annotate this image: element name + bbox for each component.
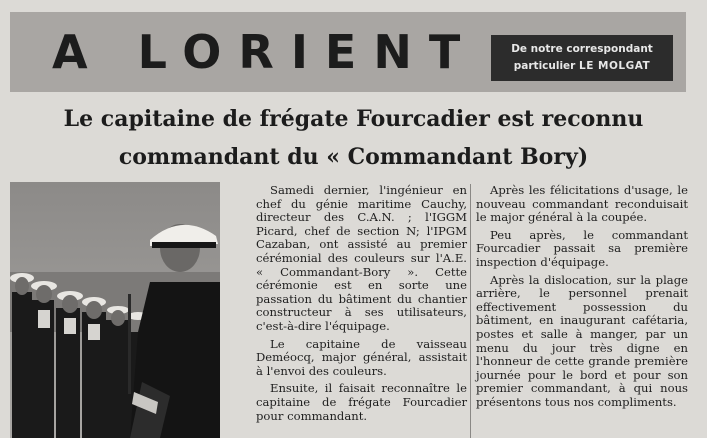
paragraph: Samedi dernier, l'ingénieur en chef du génie maritime Cauchy, directeur des C.A.N. ; l'IGGM Picard, chef de section N; l'IPGM Cazaban, ont assisté au premier cérémonial des couleurs sur l'A.E. « Commandant-Bory ». Cette cérémonie est en sorte une passation du bâtiment du chantier constructeur à ses utilisateurs, c'est-à-dire l'équipage. [256, 183, 467, 333]
article-column-2 [476, 184, 688, 414]
headline-line1: Le capitaine de frégate Fourcadier est reconnu [63, 106, 644, 132]
paragraph: Le capitaine de vaisseau Deméocq, major général, assistait à l'envoi des couleurs. [256, 336, 467, 378]
banner-title: A LORIENT [52, 25, 478, 79]
correspondent-line2: particulier LE MOLGAT [513, 60, 651, 72]
headline-line2: commandant du « Commandant Bory) [118, 144, 589, 170]
paragraph: Ensuite, il faisait reconnaître le capitaine de frégate Fourcadier pour commandant. [256, 381, 467, 423]
correspondent-name: LE MOLGAT [579, 60, 651, 72]
ceremony-photo-image [10, 182, 220, 438]
article-photo [10, 182, 220, 438]
paragraph: Peu après, le commandant Fourcadier passait sa première inspection d'équipage. [476, 227, 688, 269]
correspondent-box [491, 35, 673, 81]
section-banner [10, 12, 686, 92]
paragraph: Après les félicitations d'usage, le nouveau commandant reconduisait le major général à la coupée. [476, 183, 688, 225]
paragraph: Après la dislocation, sur la plage arrière, le personnel prenait effectivement possession du bâtiment, en inaugurant cafétaria, postes et salle à manger, par un menu du jour très digne en l'honneur de cette grande première journée pour le bord et pour son premier commandant, à qui nous présentons tous nos compliments. [476, 272, 688, 409]
article-headline [0, 100, 707, 176]
column-divider [470, 184, 471, 438]
article-column-1 [256, 184, 467, 427]
correspondent-line1: De notre correspondant [511, 43, 653, 55]
